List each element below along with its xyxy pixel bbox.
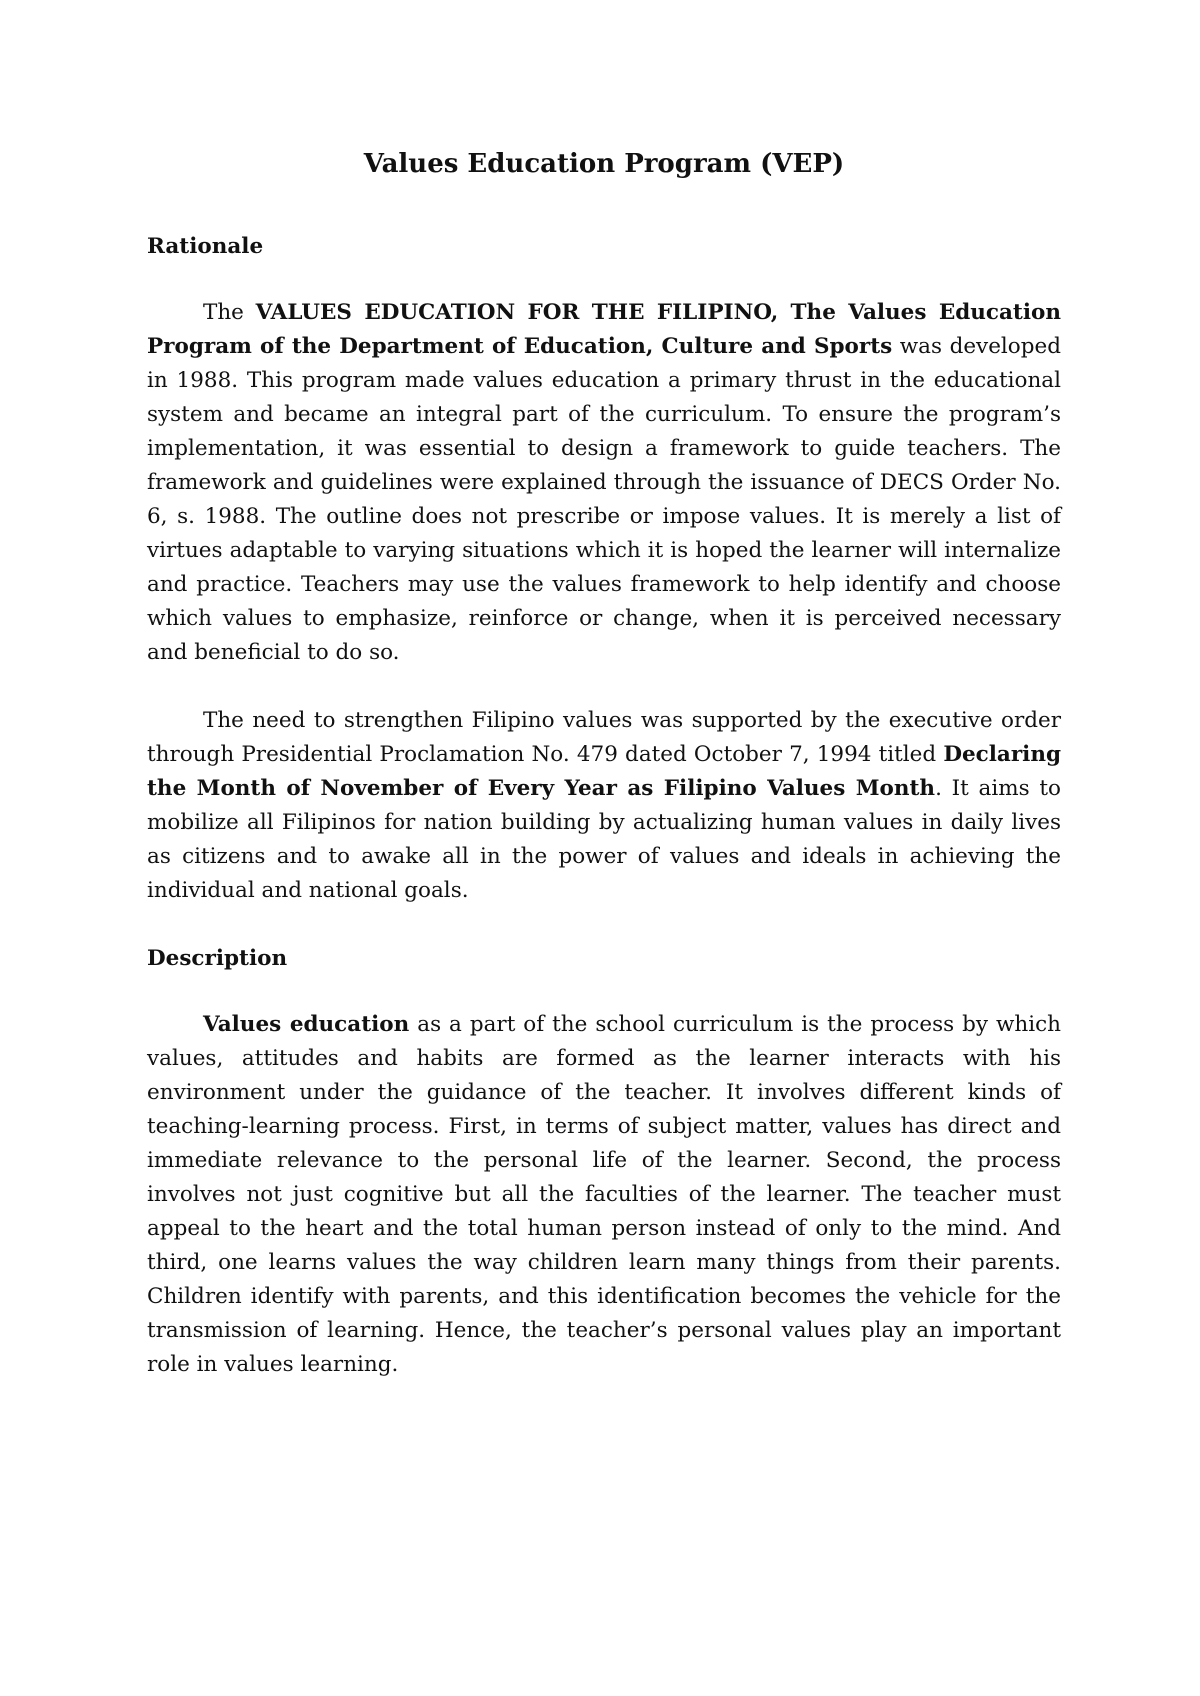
- rationale-p1-bold-title: VALUES EDUCATION FOR THE FILIPINO, The Values Education Program of the Department of Education, Culture and Sports: [147, 300, 1061, 359]
- description-heading: Description: [147, 946, 288, 971]
- rationale-p1-text-2: was developed in 1988. This program made values education a primary thrust in the educational system and became an integral part of the curriculum. To ensure the program’s implementation, it was essential to design a framework to guide teachers. The framework and guidelines were explained through the issuance of DECS Order No. 6, s. 1988. The outline does not prescribe or impose values. It is merely a list of virtues adaptable to varying situations which it is hoped the learner will internalize and practice. Teachers may use the values framework to help identify and choose which values to emphasize, reinforce or change, when it is perceived necessary and beneficial to do so.: [147, 334, 1061, 665]
- rationale-p1-text-1: The: [203, 300, 256, 325]
- rationale-heading: Rationale: [147, 234, 264, 259]
- rationale-p2-bold-proclamation: Declaring the Month of November of Every Year as Filipino Values Month: [147, 742, 1061, 801]
- rationale-paragraph-2: [147, 704, 1061, 908]
- description-p1-text-1: as a part of the school curriculum is the process by which values, attitudes and habits are formed as the learner interacts with his environment under the guidance of the teacher. It involves different kinds of teaching-learning process. First, in terms of subject matter, values has direct and immediate relevance to the personal life of the learner. Second, the process involves not just cognitive but all the faculties of the learner. The teacher must appeal to the heart and the total human person instead of only to the mind. And third, one learns values the way children learn many things from their parents. Children identify with parents, and this identification becomes the vehicle for the transmission of learning. Hence, the teacher’s personal values play an important role in values learning.: [147, 1012, 1061, 1377]
- rationale-paragraph-1: [147, 296, 1061, 670]
- document-title: Values Education Program (VEP): [363, 149, 845, 179]
- rationale-p2-text-2: . It aims to mobilize all Filipinos for nation building by actualizing human values in daily lives as citizens and to awake all in the power of values and ideals in achieving the individual and national goals.: [147, 776, 1062, 903]
- document-body: [147, 146, 1061, 1416]
- description-p1-bold-term: Values education: [203, 1012, 410, 1037]
- description-paragraph-1: [147, 1008, 1061, 1382]
- rationale-p2-text-1: The need to strengthen Filipino values was supported by the executive order through Presidential Proclamation No. 479 dated October 7, 1994 titled: [147, 708, 1061, 767]
